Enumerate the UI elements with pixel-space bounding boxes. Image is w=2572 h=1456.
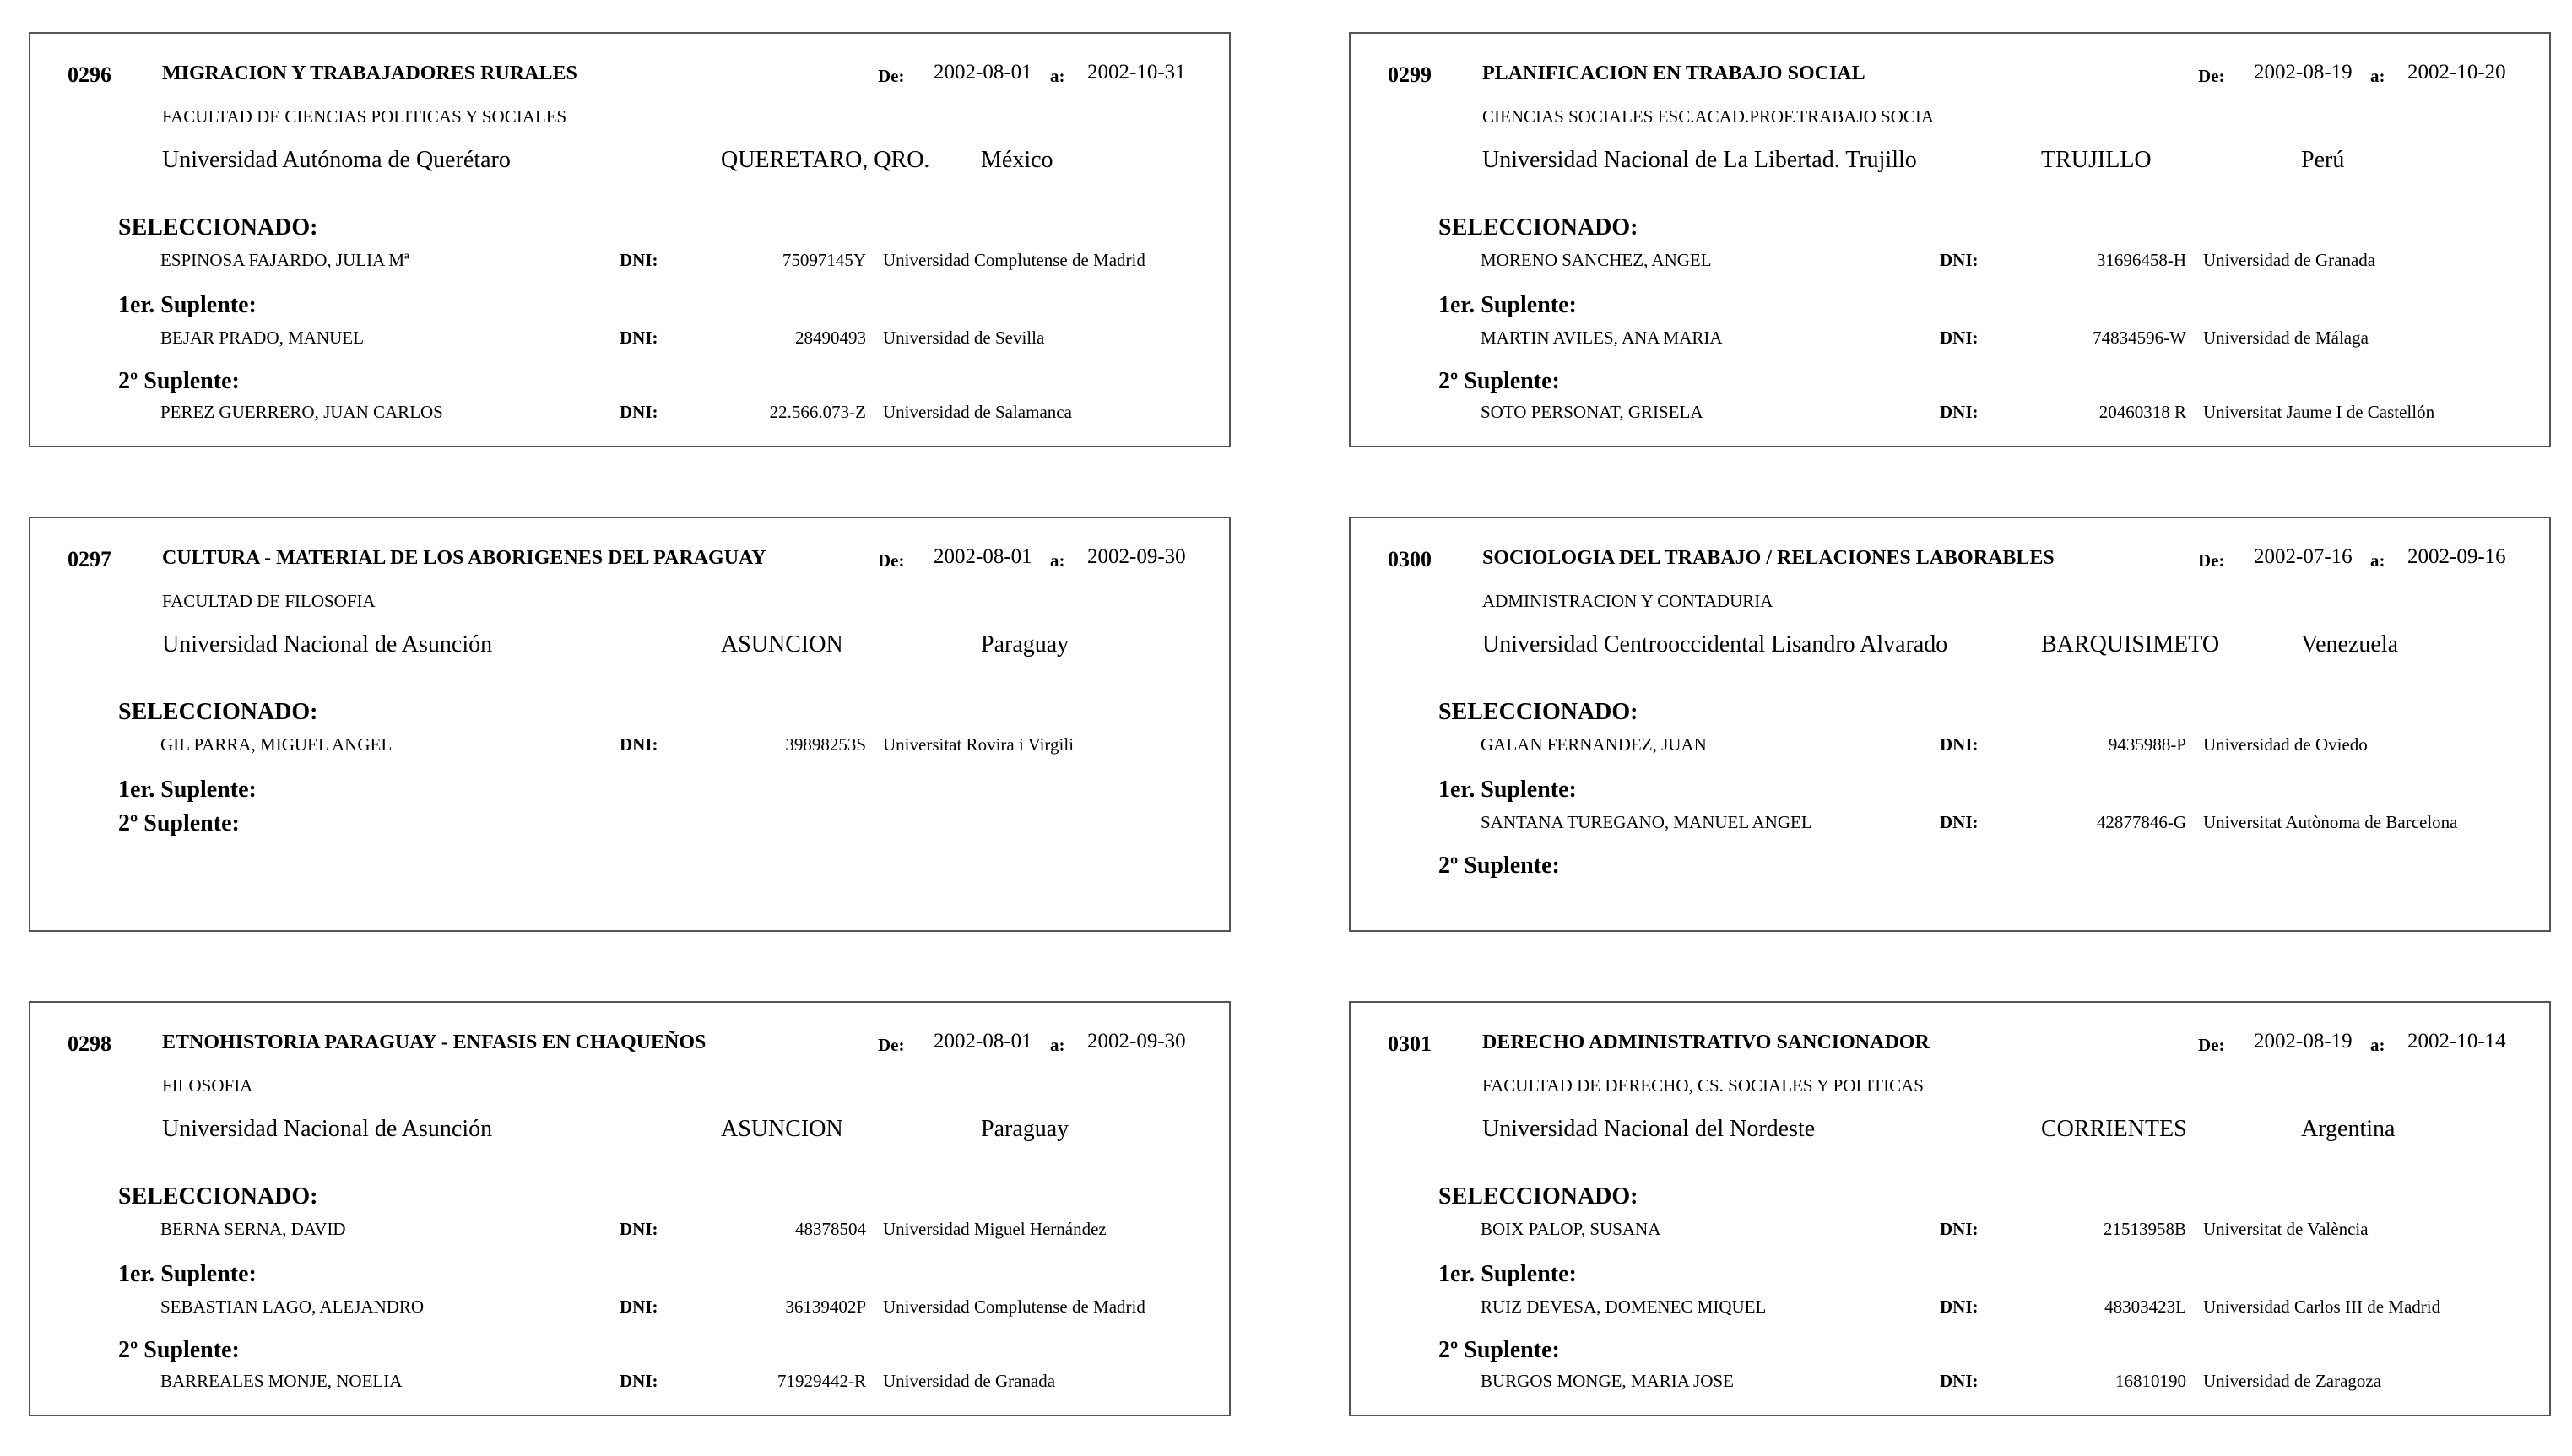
card-title: DERECHO ADMINISTRATIVO SANCIONADOR [1482,1031,1930,1053]
first-substitute-dni: 28490493 [795,327,866,348]
first-substitute-label: 1er. Suplente: [1438,777,1577,803]
first-substitute-name: RUIZ DEVESA, DOMENEC MIQUEL [1481,1296,1767,1317]
card-code: 0296 [68,62,111,87]
scholarship-card-0297 [29,517,1231,932]
selected-label: SELECCIONADO: [118,214,318,241]
card-code: 0298 [68,1031,111,1056]
card-code: 0301 [1388,1031,1432,1056]
host-university: Universidad Nacional de Asunción [162,1116,493,1142]
scholarship-card-0298 [29,1001,1231,1416]
selected-name: BERNA SERNA, DAVID [160,1219,346,1239]
from-date: 2002-07-16 [2254,545,2353,568]
to-date: 2002-09-30 [1087,1030,1186,1053]
first-substitute-university: Universidad de Sevilla [883,327,1045,348]
second-substitute-university: Universidad de Zaragoza [2203,1371,2382,1391]
selected-label: SELECCIONADO: [118,1183,318,1210]
dni-label: DNI: [1940,402,1979,422]
to-date: 2002-10-31 [1087,61,1186,84]
to-date: 2002-09-16 [2407,545,2506,568]
host-university: Universidad Nacional de La Libertad. Trujillo [1482,147,1917,173]
dni-label: DNI: [620,1296,658,1317]
selected-dni: 48378504 [795,1219,866,1239]
second-substitute-dni: 71929442-R [777,1371,866,1391]
selected-name: BOIX PALOP, SUSANA [1481,1219,1661,1239]
second-substitute-name: SOTO PERSONAT, GRISELA [1481,402,1703,422]
second-substitute-dni: 20460318 R [2098,402,2186,422]
faculty: FILOSOFIA [162,1075,253,1096]
dni-label: DNI: [620,1371,658,1391]
from-label: De: [2198,1035,2225,1055]
from-date: 2002-08-19 [2254,61,2353,84]
host-country: Perú [2301,147,2345,173]
second-substitute-university: Universitat Jaume I de Castellón [2203,402,2435,422]
second-substitute-name: BARREALES MONJE, NOELIA [160,1371,403,1391]
first-substitute-label: 1er. Suplente: [118,292,257,318]
selected-name: GALAN FERNANDEZ, JUAN [1481,734,1707,755]
host-city: CORRIENTES [2041,1116,2187,1142]
first-substitute-label: 1er. Suplente: [118,1261,257,1287]
from-date: 2002-08-19 [2254,1030,2353,1053]
faculty: FACULTAD DE DERECHO, CS. SOCIALES Y POLITICAS [1482,1075,1924,1096]
host-university: Universidad Nacional del Nordeste [1482,1116,1816,1142]
first-substitute-dni: 42877846-G [2096,812,2186,832]
selected-dni: 39898253S [785,734,866,755]
selected-label: SELECCIONADO: [1438,699,1638,725]
selected-dni: 21513958B [2103,1219,2186,1239]
first-substitute-name: BEJAR PRADO, MANUEL [160,327,364,348]
from-label: De: [2198,550,2225,571]
host-country: Paraguay [981,631,1069,658]
second-substitute-name: BURGOS MONGE, MARIA JOSE [1481,1371,1734,1391]
to-label: a: [1050,1035,1065,1055]
dni-label: DNI: [1940,812,1979,832]
selected-name: GIL PARRA, MIGUEL ANGEL [160,734,393,755]
to-date: 2002-10-14 [2407,1030,2506,1053]
card-code: 0300 [1388,547,1432,571]
dni-label: DNI: [1940,1219,1979,1239]
selected-label: SELECCIONADO: [1438,1183,1638,1210]
card-title: PLANIFICACION EN TRABAJO SOCIAL [1482,62,1865,84]
faculty: CIENCIAS SOCIALES ESC.ACAD.PROF.TRABAJO SOCIA [1482,106,1935,127]
first-substitute-university: Universitat Autònoma de Barcelona [2203,812,2458,832]
dni-label: DNI: [620,1219,658,1239]
first-substitute-university: Universidad Carlos III de Madrid [2203,1296,2441,1317]
selected-university: Universidad Miguel Hernández [883,1219,1107,1239]
dni-label: DNI: [620,327,658,348]
second-substitute-label: 2º Suplente: [1438,1337,1560,1363]
from-date: 2002-08-01 [934,545,1032,568]
selected-label: SELECCIONADO: [118,699,318,725]
second-substitute-university: Universidad de Granada [883,1371,1056,1391]
card-title: ETNOHISTORIA PARAGUAY - ENFASIS EN CHAQUEÑOS [162,1031,707,1053]
second-substitute-label: 2º Suplente: [118,368,240,394]
selected-dni: 75097145Y [782,250,866,270]
second-substitute-label: 2º Suplente: [118,810,240,836]
to-label: a: [2370,550,2385,571]
selected-university: Universidad de Granada [2203,250,2376,270]
dni-label: DNI: [620,402,658,422]
faculty: FACULTAD DE CIENCIAS POLITICAS Y SOCIALES [162,106,567,127]
first-substitute-dni: 74834596-W [2093,327,2186,348]
second-substitute-dni: 16810190 [2115,1371,2186,1391]
selected-university: Universidad de Oviedo [2203,734,2368,755]
dni-label: DNI: [1940,250,1979,270]
second-substitute-name: PEREZ GUERRERO, JUAN CARLOS [160,402,443,422]
host-country: Paraguay [981,1116,1069,1142]
first-substitute-name: MARTIN AVILES, ANA MARIA [1481,327,1723,348]
host-country: México [981,147,1053,173]
host-city: ASUNCION [721,1116,843,1142]
card-title: MIGRACION Y TRABAJADORES RURALES [162,62,577,84]
first-substitute-dni: 48303423L [2104,1296,2186,1317]
host-country: Venezuela [2301,631,2399,658]
from-date: 2002-08-01 [934,61,1032,84]
second-substitute-label: 2º Suplente: [1438,368,1560,394]
dni-label: DNI: [1940,734,1979,755]
to-label: a: [2370,66,2385,86]
scholarship-card-0296 [29,32,1231,447]
dni-label: DNI: [620,734,658,755]
card-code: 0297 [68,547,111,571]
first-substitute-dni: 36139402P [785,1296,866,1317]
scholarship-card-0301 [1349,1001,2551,1416]
to-date: 2002-10-20 [2407,61,2506,84]
scholarship-card-0299 [1349,32,2551,447]
faculty: ADMINISTRACION Y CONTADURIA [1482,591,1773,611]
card-title: CULTURA - MATERIAL DE LOS ABORIGENES DEL PARAGUAY [162,547,766,569]
selected-name: MORENO SANCHEZ, ANGEL [1481,250,1712,270]
from-label: De: [878,66,905,86]
dni-label: DNI: [620,250,658,270]
from-label: De: [2198,66,2225,86]
scholarship-card-0300 [1349,517,2551,932]
selected-university: Universitat de València [2203,1219,2369,1239]
first-substitute-label: 1er. Suplente: [118,777,257,803]
host-university: Universidad Autónoma de Querétaro [162,147,511,173]
first-substitute-label: 1er. Suplente: [1438,292,1577,318]
second-substitute-label: 2º Suplente: [1438,852,1560,879]
from-label: De: [878,550,905,571]
selected-dni: 9435988-P [2108,734,2186,755]
dni-label: DNI: [1940,1371,1979,1391]
to-label: a: [1050,550,1065,571]
first-substitute-name: SEBASTIAN LAGO, ALEJANDRO [160,1296,425,1317]
host-university: Universidad Centrooccidental Lisandro Alvarado [1482,631,1948,658]
from-date: 2002-08-01 [934,1030,1032,1053]
selected-university: Universitat Rovira i Virgili [883,734,1075,755]
selected-name: ESPINOSA FAJARDO, JULIA Mª [160,250,409,270]
to-label: a: [1050,66,1065,86]
host-city: BARQUISIMETO [2041,631,2220,658]
faculty: FACULTAD DE FILOSOFIA [162,591,376,611]
selected-university: Universidad Complutense de Madrid [883,250,1145,270]
to-label: a: [2370,1035,2385,1055]
first-substitute-label: 1er. Suplente: [1438,1261,1577,1287]
host-city: QUERETARO, QRO. [721,147,930,173]
dni-label: DNI: [1940,1296,1979,1317]
card-code: 0299 [1388,62,1432,87]
second-substitute-university: Universidad de Salamanca [883,402,1072,422]
host-university: Universidad Nacional de Asunción [162,631,493,658]
second-substitute-label: 2º Suplente: [118,1337,240,1363]
first-substitute-name: SANTANA TUREGANO, MANUEL ANGEL [1481,812,1812,832]
card-title: SOCIOLOGIA DEL TRABAJO / RELACIONES LABORABLES [1482,547,2055,569]
first-substitute-university: Universidad Complutense de Madrid [883,1296,1145,1317]
host-country: Argentina [2301,1116,2396,1142]
first-substitute-university: Universidad de Málaga [2203,327,2369,348]
second-substitute-dni: 22.566.073-Z [769,402,866,422]
dni-label: DNI: [1940,327,1979,348]
selected-dni: 31696458-H [2096,250,2186,270]
host-city: ASUNCION [721,631,843,658]
host-city: TRUJILLO [2041,147,2152,173]
from-label: De: [878,1035,905,1055]
to-date: 2002-09-30 [1087,545,1186,568]
selected-label: SELECCIONADO: [1438,214,1638,241]
